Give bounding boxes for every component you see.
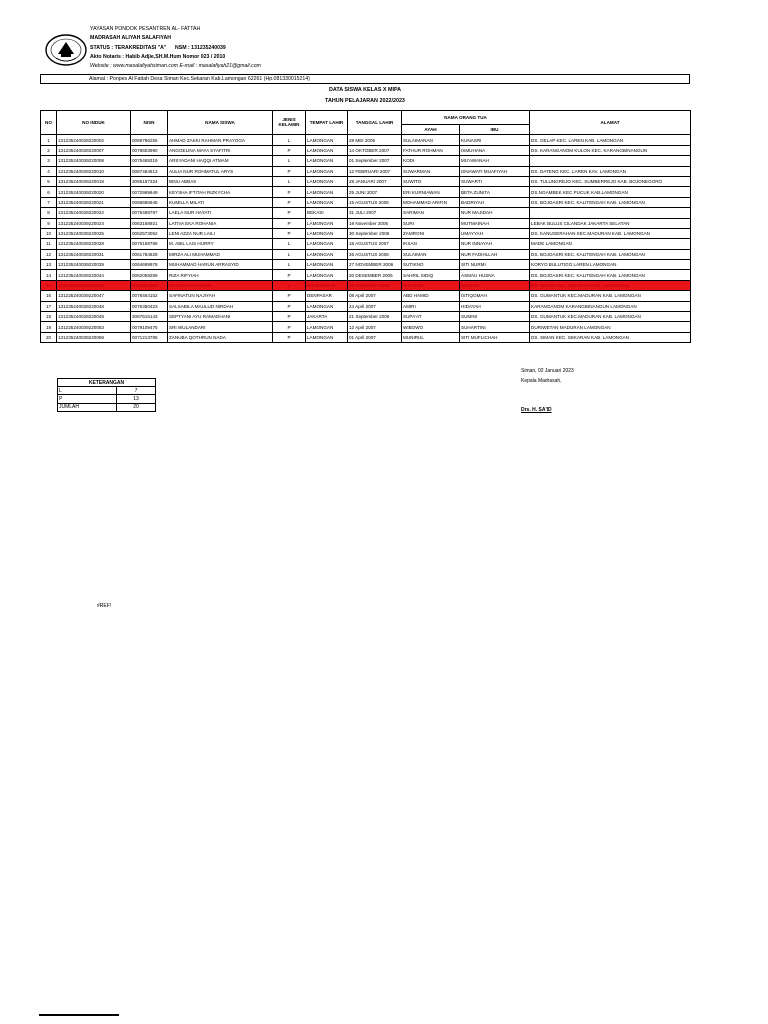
table-cell: 18 AGUSTUS 2007 bbox=[348, 239, 402, 249]
table-cell: L bbox=[273, 135, 306, 145]
table-cell: LATIVA EKA ROHANIA bbox=[168, 218, 273, 228]
keterangan-label: L bbox=[58, 387, 117, 395]
table-cell: 0063168921 bbox=[131, 218, 168, 228]
table-cell: 19 bbox=[41, 322, 57, 332]
table-cell: 131235240039220008 bbox=[57, 156, 131, 166]
table-cell: DS. TULUNGREJO KEC. SUMBERREJO KAB. BOJONEGORO bbox=[530, 176, 691, 186]
table-cell: MUTMAINAH bbox=[460, 218, 530, 228]
table-cell: 25 JUNI 2007 bbox=[348, 187, 402, 197]
table-row bbox=[41, 291, 691, 301]
keterangan-row bbox=[58, 395, 156, 403]
table-cell: IKSAN bbox=[402, 239, 460, 249]
table-cell: SULAIMANAN bbox=[402, 135, 460, 145]
table-cell: DS.NGAMBEK KEC.PUCUK KAB.LAMONGAN bbox=[530, 187, 691, 197]
table-cell: 11 bbox=[41, 239, 57, 249]
table-cell: L bbox=[273, 280, 306, 290]
nsm: NSM : 131235240039 bbox=[175, 44, 226, 51]
table-cell: 3 bbox=[41, 156, 57, 166]
table-cell: LAMONGAN bbox=[306, 135, 348, 145]
student-table bbox=[40, 110, 691, 343]
table-cell: KEYSHA IFTITAH RIZKYCHA bbox=[168, 187, 273, 197]
table-cell: 0076350423 bbox=[131, 301, 168, 311]
table-cell: 131235240039220021 bbox=[57, 197, 131, 207]
table-cell: 131235240039220049 bbox=[57, 312, 131, 322]
academic-year: TAHUN PELAJARAN 2022/2023 bbox=[325, 98, 405, 104]
website-line: Website : www.masalafiyahsiman.com E-mail : masalafiyah21@gmail.com bbox=[90, 63, 261, 70]
keterangan-value: 13 bbox=[117, 395, 156, 403]
table-cell: LAELA NUR HAYATI bbox=[168, 208, 273, 218]
signature-position: Kepala Madrasah, bbox=[521, 378, 562, 384]
status-line bbox=[90, 44, 261, 53]
table-cell: MIRZA ALI MUHAMMAD bbox=[168, 249, 273, 259]
table-cell: 131235240039220045 bbox=[57, 280, 131, 290]
keterangan-table bbox=[57, 378, 156, 412]
table-cell: SITI NURMI bbox=[460, 260, 530, 270]
col-no-induk: NO INDUK bbox=[57, 111, 131, 135]
table-cell: NUR FADHILLAH bbox=[460, 249, 530, 259]
table-cell: DS. BOJOASRI KEC. KALITENGAH KAB. LAMONGAN bbox=[530, 270, 691, 280]
table-row bbox=[41, 145, 691, 155]
letterhead bbox=[40, 22, 690, 82]
table-cell: DS. DATENG KEC. LAREN KAV. LAMONGAN bbox=[530, 166, 691, 176]
ref-error: #REF! bbox=[97, 603, 112, 609]
table-cell: P bbox=[273, 208, 306, 218]
table-cell: 20 DESEMBER 2006 bbox=[348, 270, 402, 280]
table-cell: 28 JANUARI 2007 bbox=[348, 176, 402, 186]
table-cell: SAFINATUN NAJIYAH bbox=[168, 291, 273, 301]
table-cell: JAKARTA bbox=[306, 312, 348, 322]
table-cell: ISMUHANA bbox=[460, 145, 530, 155]
table-cell: LAMONGAN bbox=[306, 270, 348, 280]
table-cell: IBNU ABBAS bbox=[168, 176, 273, 186]
table-row bbox=[41, 228, 691, 238]
table-row bbox=[41, 280, 691, 290]
table-cell: SATRIA ISA ANWAR bbox=[168, 280, 273, 290]
table-cell: 27 NOVEMBER 2006 bbox=[348, 260, 402, 270]
table-cell: 131235240039220048 bbox=[57, 301, 131, 311]
keterangan-value: 20 bbox=[117, 403, 156, 411]
table-cell: 31 JULI 2007 bbox=[348, 208, 402, 218]
table-cell: 24 April 2007 bbox=[348, 301, 402, 311]
table-cell: 131235240039220010 bbox=[57, 166, 131, 176]
table-cell: 15 bbox=[41, 280, 57, 290]
document-title: DATA SISWA KELAS X MIPA bbox=[328, 87, 402, 93]
table-cell bbox=[530, 208, 691, 218]
col-nisn: NISN bbox=[131, 111, 168, 135]
address-bar: Alamat : Ponpes Al Fattah Desa Siman Kec.Sekaran Kab.Lamongan 62261 (Hp.081330015214) bbox=[40, 74, 690, 84]
table-cell: DS. KANUGERAHAN KEC.MADURAN KAB. LAMONGAN bbox=[530, 228, 691, 238]
table-cell: 0068686945 bbox=[131, 197, 168, 207]
table-cell: P bbox=[273, 218, 306, 228]
table-cell: 131235240039220031 bbox=[57, 249, 131, 259]
table-cell: 131235240039220025 bbox=[57, 228, 131, 238]
table-cell: BADRIYAH bbox=[460, 197, 530, 207]
table-cell: 0079109475 bbox=[131, 322, 168, 332]
table-cell: 0064699978 bbox=[131, 260, 168, 270]
table-cell: MOHAMMAD ARIFIN bbox=[402, 197, 460, 207]
table-cell: 0062059289 bbox=[131, 270, 168, 280]
table-cell: 131235240039220007 bbox=[57, 145, 131, 155]
table-cell: 26 AGUSTUS 2006 bbox=[348, 249, 402, 259]
table-row bbox=[41, 156, 691, 166]
table-row bbox=[41, 218, 691, 228]
table-cell: SRI WULANDARI bbox=[168, 322, 273, 332]
table-cell: L bbox=[273, 249, 306, 259]
table-cell: 14 bbox=[41, 270, 57, 280]
table-cell: 0062573052 bbox=[131, 228, 168, 238]
table-cell: 15 September 2006 bbox=[348, 280, 402, 290]
table-cell: LAMONGAN bbox=[306, 301, 348, 311]
table-row bbox=[41, 322, 691, 332]
table-cell: 131235240039220024 bbox=[57, 218, 131, 228]
table-cell: L bbox=[273, 156, 306, 166]
table-cell: LAMONGAN bbox=[306, 176, 348, 186]
col-alamat: ALAMAT bbox=[530, 111, 691, 135]
table-cell: ABD HAMID bbox=[402, 291, 460, 301]
table-cell: 131235240039220022 bbox=[57, 208, 131, 218]
table-cell: BALIKPAPAN bbox=[306, 280, 348, 290]
table-cell: LEBAK BULUS CILANDAK JAKARTA SELATAN bbox=[530, 218, 691, 228]
accreditation-status: STATUS : TERAKREDITASI "A" bbox=[90, 44, 167, 51]
table-cell: P bbox=[273, 291, 306, 301]
table-cell: 4 bbox=[41, 166, 57, 176]
table-cell: 9 bbox=[41, 218, 57, 228]
table-row bbox=[41, 301, 691, 311]
table-cell: 0061784628 bbox=[131, 249, 168, 259]
table-cell: LAMONGAN bbox=[306, 197, 348, 207]
table-cell: 0078464152 bbox=[131, 291, 168, 301]
table-cell: P bbox=[273, 145, 306, 155]
table-cell: LAMONGAN bbox=[306, 218, 348, 228]
table-cell: LAMONGAN bbox=[306, 332, 348, 342]
table-cell: 01 September 2007 bbox=[348, 156, 402, 166]
table-cell: SALSABILA MAULUD NIRDAH bbox=[168, 301, 273, 311]
table-row bbox=[41, 249, 691, 259]
table-cell: LAMONGAN bbox=[306, 166, 348, 176]
table-cell: KUNASRI bbox=[460, 135, 530, 145]
notary-line: Akto Notaris : Habib Adjie,SH.M.Hum Nomor 023 / 2010 bbox=[90, 53, 226, 60]
table-cell: 0087484613 bbox=[131, 166, 168, 176]
table-cell: WIBOWO bbox=[402, 322, 460, 332]
table-cell: 13 bbox=[41, 260, 57, 270]
table-cell bbox=[530, 156, 691, 166]
table-cell: 3067615143 bbox=[131, 312, 168, 322]
table-cell: KODI bbox=[402, 156, 460, 166]
table-row bbox=[41, 270, 691, 280]
col-jenis-kelamin: JENIS KELAMIN bbox=[273, 111, 306, 135]
table-cell: 131235240039220039 bbox=[57, 260, 131, 270]
table-cell: P bbox=[273, 270, 306, 280]
keterangan-row bbox=[58, 403, 156, 411]
table-row bbox=[41, 187, 691, 197]
table-cell: 30 September 2006 bbox=[348, 228, 402, 238]
table-cell: SUTIKNO bbox=[402, 260, 460, 270]
table-cell: 0071213795 bbox=[131, 332, 168, 342]
table-cell: AULIA NUR ROHMATUL ARYS bbox=[168, 166, 273, 176]
table-cell: L bbox=[273, 176, 306, 186]
col-ibu: IBU bbox=[460, 125, 530, 135]
table-cell: SUPA'AT bbox=[402, 312, 460, 322]
col-ayah: AYAH bbox=[402, 125, 460, 135]
col-tanggal-lahir: TANGGAL LAHIR bbox=[348, 111, 402, 135]
table-cell: LAMONGAN bbox=[306, 249, 348, 259]
table-cell: DS. SIMAN KEC. SEKARAN KAB. LAMONGAN bbox=[530, 332, 691, 342]
table-cell: 0075489797 bbox=[131, 208, 168, 218]
table-cell: SURI bbox=[402, 218, 460, 228]
table-row bbox=[41, 332, 691, 342]
table-row bbox=[41, 176, 691, 186]
table-cell: P bbox=[273, 322, 306, 332]
table-cell: SUWARMAN bbox=[402, 166, 460, 176]
table-cell: 12 April 2007 bbox=[348, 322, 402, 332]
table-cell: 14 OKTOBER 2007 bbox=[348, 145, 402, 155]
table-cell: 0072969649 bbox=[131, 187, 168, 197]
table-cell: 8 bbox=[41, 208, 57, 218]
table-cell: 0062063592 bbox=[131, 280, 168, 290]
table-cell: 7 bbox=[41, 197, 57, 207]
table-cell: DS. BOJOASRI KEC. KALITENGAH KAB. LAMONGAN bbox=[530, 197, 691, 207]
table-cell: DS. GUMANTUK KEC.MADURAN KAB. LAMONGAN bbox=[530, 312, 691, 322]
table-cell: 20 bbox=[41, 332, 57, 342]
table-cell: 08 April 2007 bbox=[348, 291, 402, 301]
table-cell: 0069786255 bbox=[131, 135, 168, 145]
table-cell: 0076169788 bbox=[131, 239, 168, 249]
table-cell: ERI KURNIAWAN bbox=[402, 187, 460, 197]
table-cell: P bbox=[273, 166, 306, 176]
table-cell: SUHARTINI bbox=[460, 322, 530, 332]
table-cell: 0075469319 bbox=[131, 156, 168, 166]
table-cell: LAMONGAN bbox=[306, 260, 348, 270]
table-cell: AMIRI bbox=[402, 301, 460, 311]
signature-name: Drs. H. SA'ID bbox=[521, 407, 552, 413]
table-cell: KARANGANOM KARANGBINANGUN LAMONGAN bbox=[530, 301, 691, 311]
table-cell: DS. BOJOASRI KEC. KALITENGAH KAB. LAMONGAN bbox=[530, 249, 691, 259]
table-row bbox=[41, 208, 691, 218]
table-cell: BETA ZUNITA bbox=[460, 187, 530, 197]
table-cell: 131235240039220053 bbox=[57, 322, 131, 332]
table-cell: 131235240039220028 bbox=[57, 239, 131, 249]
table-cell: 12 bbox=[41, 249, 57, 259]
table-cell: LAMONGAN bbox=[306, 322, 348, 332]
col-nama-siswa: NAMA SISWA bbox=[168, 111, 273, 135]
table-cell: SUWARTI bbox=[460, 176, 530, 186]
table-cell: KORYO BULUTIGO LAREN LAMONGAN bbox=[530, 260, 691, 270]
table-cell: 3065187324 bbox=[131, 176, 168, 186]
table-cell: RIZA RIFYIAH bbox=[168, 270, 273, 280]
table-cell: 15 AGUSTUS 2006 bbox=[348, 197, 402, 207]
col-no: NO bbox=[41, 111, 57, 135]
table-cell: 0078603990 bbox=[131, 145, 168, 155]
table-cell: ZAMRONI bbox=[402, 228, 460, 238]
letterhead-text bbox=[90, 25, 261, 71]
school-logo-icon bbox=[44, 28, 88, 72]
keterangan-label: JUMLAH bbox=[58, 403, 117, 411]
table-cell: UMAYYAH bbox=[460, 228, 530, 238]
table-cell: ASMAU HUSNA bbox=[460, 270, 530, 280]
table-cell: P bbox=[273, 312, 306, 322]
table-cell: 18 bbox=[41, 312, 57, 322]
table-cell: 21 September 2006 bbox=[348, 312, 402, 322]
keterangan-value: 7 bbox=[117, 387, 156, 395]
table-cell: MUNIRUL bbox=[402, 332, 460, 342]
table-cell: 12 FEBRUARI 2007 bbox=[348, 166, 402, 176]
table-row bbox=[41, 260, 691, 270]
keterangan-label: P bbox=[58, 395, 117, 403]
col-nama-orang-tua: NAMA ORANG TUA bbox=[402, 111, 530, 125]
table-row bbox=[41, 239, 691, 249]
table-cell: 131235240039220044 bbox=[57, 270, 131, 280]
table-cell: 131235240039220002 bbox=[57, 135, 131, 145]
table-cell: SEPTYANI AYU RAMADHANI bbox=[168, 312, 273, 322]
table-cell: P bbox=[273, 228, 306, 238]
table-cell: LAMONGAN bbox=[306, 239, 348, 249]
table-cell: AHMAD ZAKKI RAHMAN PRAYOGA bbox=[168, 135, 273, 145]
table-cell: SITI MUFLICHAH bbox=[460, 332, 530, 342]
table-cell: 6 bbox=[41, 187, 57, 197]
col-tempat-lahir: TEMPAT LAHIR bbox=[306, 111, 348, 135]
table-cell: HIDAYAH bbox=[460, 301, 530, 311]
table-cell: L bbox=[273, 260, 306, 270]
table-cell: SUPARDI bbox=[402, 280, 460, 290]
table-cell: NUR MAJIDAH bbox=[460, 208, 530, 218]
table-cell: 17 bbox=[41, 301, 57, 311]
table-cell: 131235240039220018 bbox=[57, 176, 131, 186]
table-cell: SUMIATI bbox=[460, 280, 530, 290]
table-cell: KUMILLA MILATI bbox=[168, 197, 273, 207]
school-name: MADRASAH ALIYAH SALAFIYAH bbox=[90, 35, 171, 42]
table-cell: MUHAMMAD HARUN ARRASYID bbox=[168, 260, 273, 270]
table-cell: 131235240039220059 bbox=[57, 332, 131, 342]
keterangan-title: KETERANGAN bbox=[58, 379, 156, 387]
table-cell: P bbox=[273, 187, 306, 197]
keterangan-row bbox=[58, 387, 156, 395]
table-cell: ISTIQOMAH bbox=[460, 291, 530, 301]
table-cell: 28 MEI 2006 bbox=[348, 135, 402, 145]
table-cell: DS. SIMAN KEC. SEKARAN KAB. LAMONGAN bbox=[530, 280, 691, 290]
table-cell: 19 November 2006 bbox=[348, 218, 402, 228]
table-cell: 5 bbox=[41, 176, 57, 186]
table-cell: SULAIMAN bbox=[402, 249, 460, 259]
table-cell: 1 bbox=[41, 135, 57, 145]
table-cell: ISNAWATI MUAFIYAH bbox=[460, 166, 530, 176]
table-cell: ZANUBA QOTHRUN NADA bbox=[168, 332, 273, 342]
table-cell: ANGGELINA MAYA SYAFITRI bbox=[168, 145, 273, 155]
table-cell: 2 bbox=[41, 145, 57, 155]
table-row bbox=[41, 166, 691, 176]
table-cell: P bbox=[273, 197, 306, 207]
table-cell: DS. GELAP KEC. LAREN KAB. LAMONGAN bbox=[530, 135, 691, 145]
table-cell: 10 bbox=[41, 228, 57, 238]
table-cell: P bbox=[273, 332, 306, 342]
table-cell: LAMONGAN bbox=[306, 187, 348, 197]
table-cell: 131235240039220047 bbox=[57, 291, 131, 301]
table-cell: ARSYADANI HAQQI ATMAM bbox=[168, 156, 273, 166]
table-row bbox=[41, 197, 691, 207]
table-cell: DS. KARANGANOM KULON KEC. KARANGBINANGUN bbox=[530, 145, 691, 155]
table-cell: LENI AZZA NUR LAILI bbox=[168, 228, 273, 238]
table-cell: DENPASAR bbox=[306, 291, 348, 301]
foundation-name: YAYASAN PONDOK PESANTREN AL- FATTAH bbox=[90, 26, 201, 32]
bottom-line bbox=[39, 1014, 119, 1016]
table-cell: LAMONGAN bbox=[306, 156, 348, 166]
table-cell: NUR INNAYAH bbox=[460, 239, 530, 249]
table-cell: M. ABIL LAIS HURRY bbox=[168, 239, 273, 249]
table-row bbox=[41, 135, 691, 145]
table-row bbox=[41, 312, 691, 322]
table-cell: DURIWETAN MADURAN LAMONGAN bbox=[530, 322, 691, 332]
table-cell: SARIMAN bbox=[402, 208, 460, 218]
table-cell: MADE LAMONGAN bbox=[530, 239, 691, 249]
table-cell: MU'AWANAH bbox=[460, 156, 530, 166]
table-cell: L bbox=[273, 239, 306, 249]
table-cell: 01 April 2007 bbox=[348, 332, 402, 342]
table-cell: SAHRIL SIDIQ bbox=[402, 270, 460, 280]
table-cell: SUMINI bbox=[460, 312, 530, 322]
table-cell: BEKASI bbox=[306, 208, 348, 218]
table-cell: LAMONGAN bbox=[306, 228, 348, 238]
table-cell: 131235240039220020 bbox=[57, 187, 131, 197]
table-cell: DS. GUMANTUK KEC.MADURAN KAB. LAMONGAN bbox=[530, 291, 691, 301]
table-cell: SUWITO bbox=[402, 176, 460, 186]
table-cell: LAMONGAN bbox=[306, 145, 348, 155]
table-cell: FATHUR ROHMAN bbox=[402, 145, 460, 155]
table-cell: 16 bbox=[41, 291, 57, 301]
table-cell: P bbox=[273, 301, 306, 311]
signature-date: Siman, 02 Januari 2023 bbox=[521, 368, 574, 374]
